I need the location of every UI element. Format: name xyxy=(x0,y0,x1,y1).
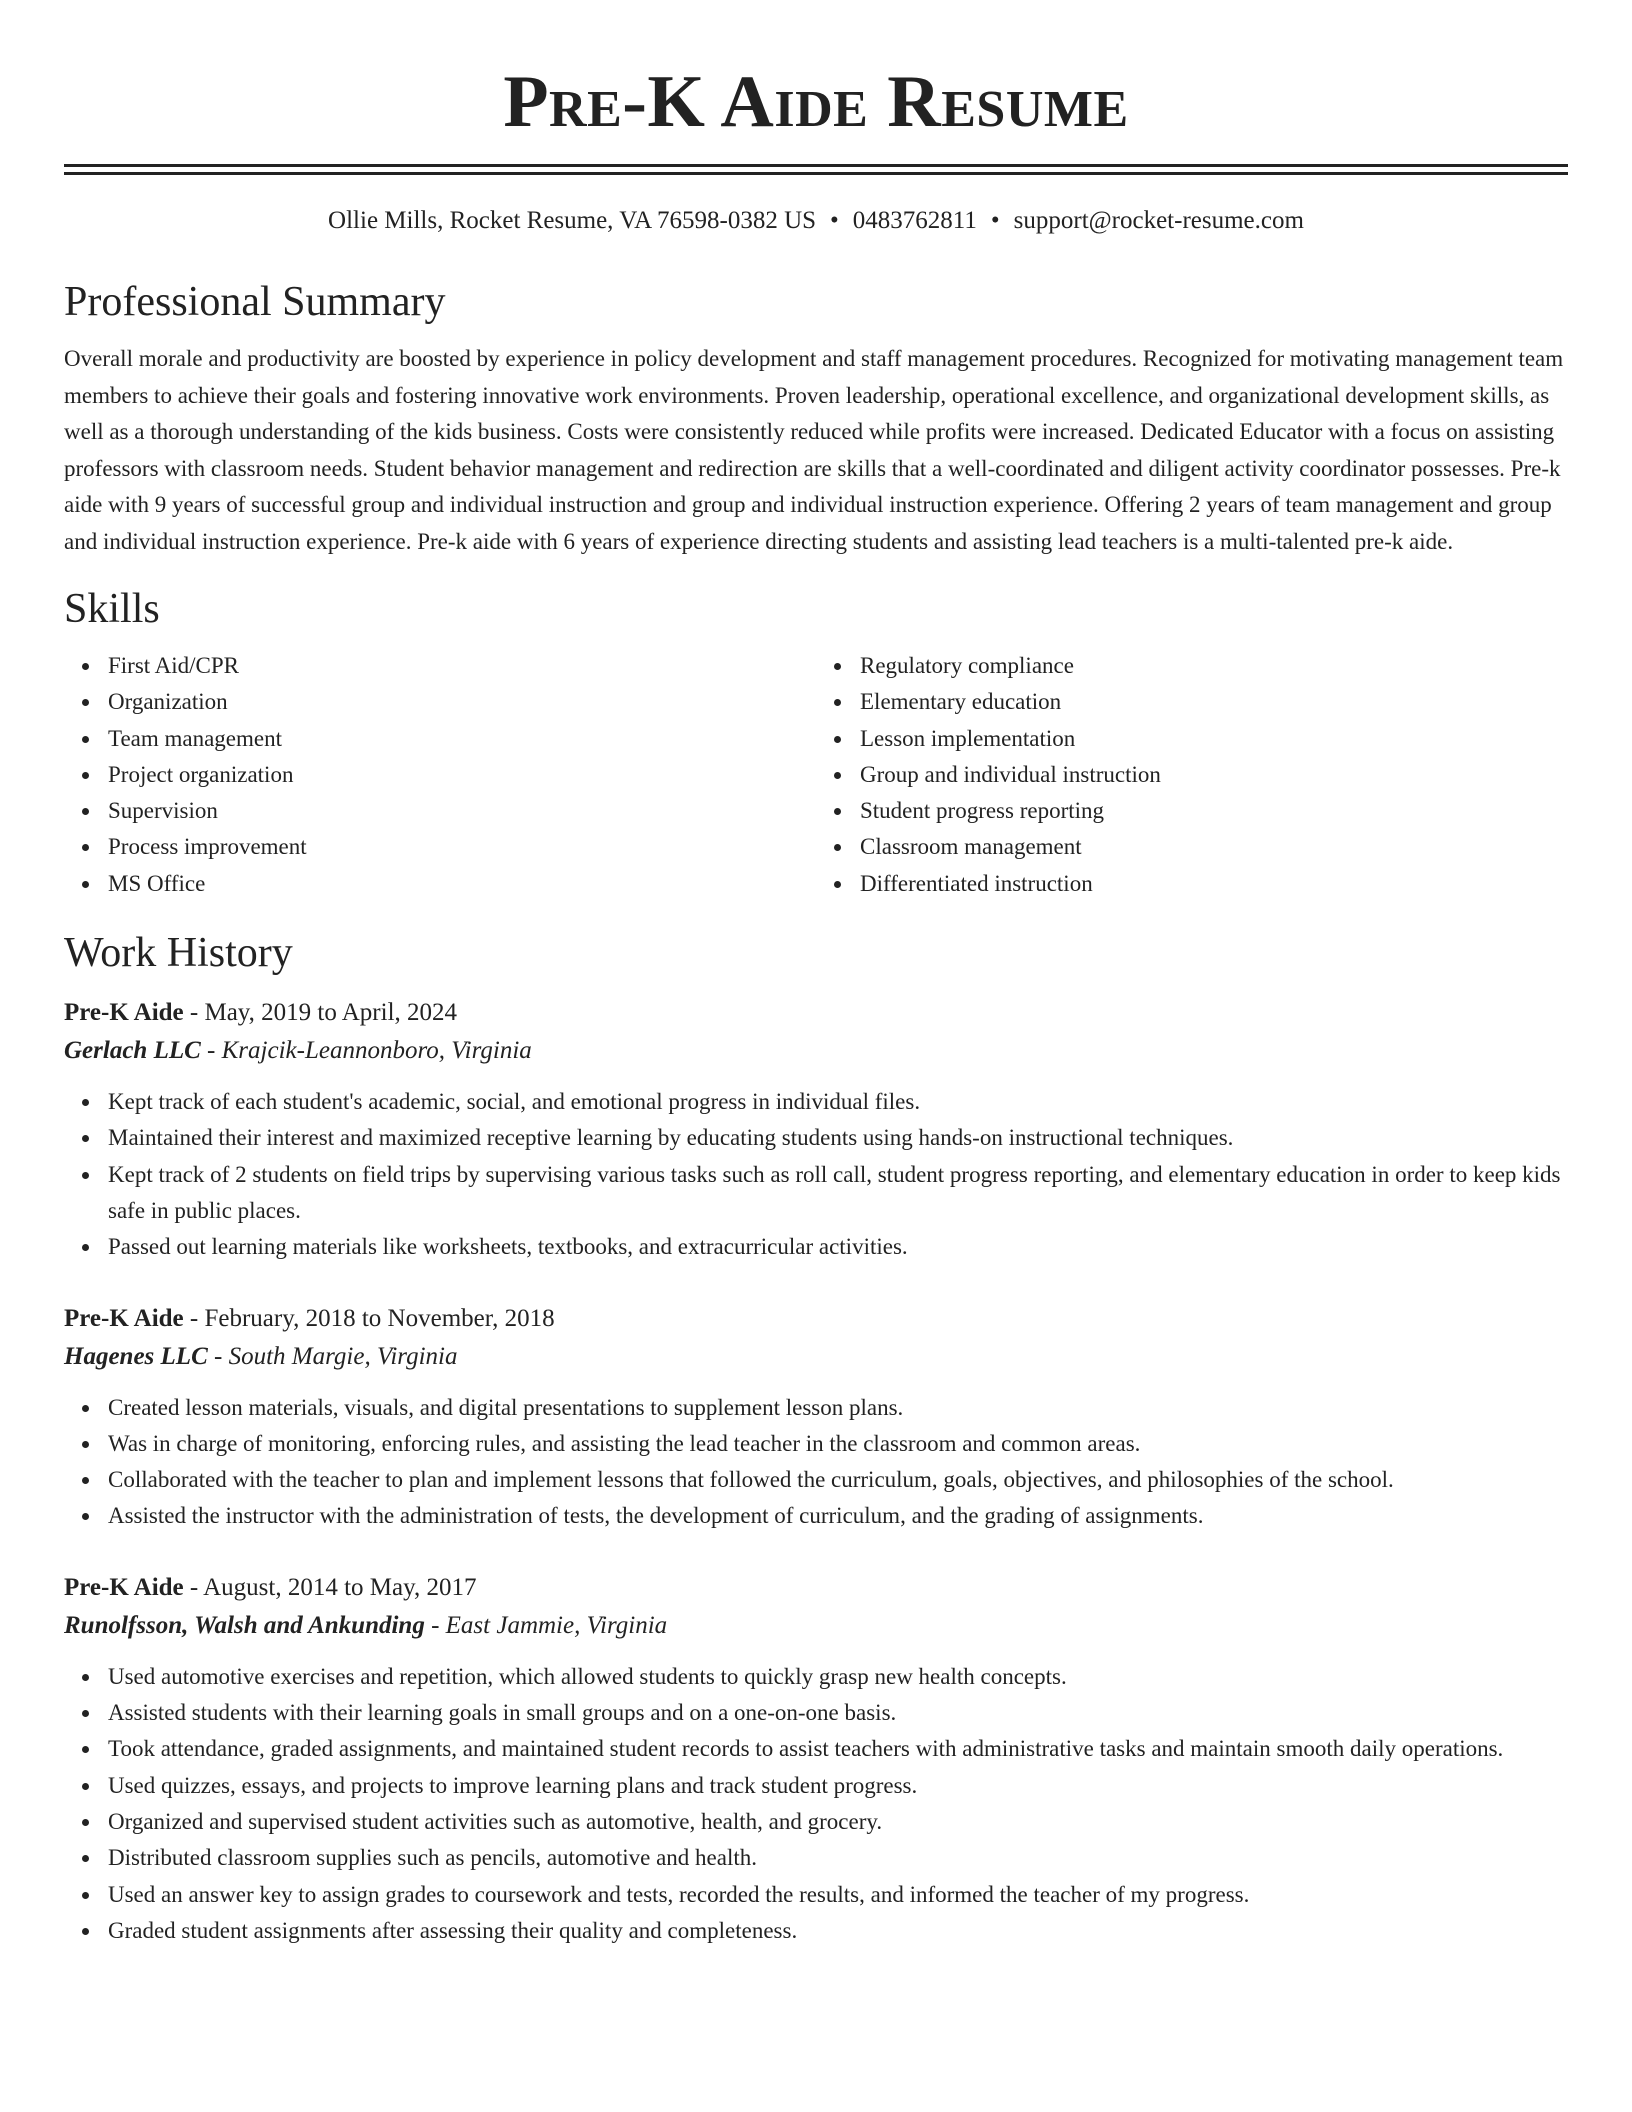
contact-info xyxy=(64,205,1568,237)
resume-title: Pre-K Aide Resume xyxy=(503,61,1129,143)
skill-item: Group and individual instruction xyxy=(860,757,1568,793)
job-duty: Passed out learning materials like worksheets, textbooks, and extracurricular activities. xyxy=(108,1229,1568,1265)
job-location: South Margie, Virginia xyxy=(228,1342,458,1370)
contact-phone: 0483762811 xyxy=(852,207,977,234)
skills-list xyxy=(64,648,1568,902)
job-title: Pre-K Aide xyxy=(64,1304,184,1332)
contact-separator: • xyxy=(830,207,839,234)
job-duty: Used automotive exercises and repetition, which allowed students to quickly grasp new health concepts. xyxy=(108,1659,1568,1695)
job-duty: Was in charge of monitoring, enforcing rules, and assisting the lead teacher in the classroom and common areas. xyxy=(108,1426,1568,1462)
job-duty: Assisted students with their learning goals in small groups and on a one-on-one basis. xyxy=(108,1695,1568,1731)
contact-separator: • xyxy=(990,207,1000,234)
job-duty: Kept track of 2 students on field trips by supervising various tasks such as roll call, student progress reporting, and elementary education in order to keep kids safe in public places. xyxy=(108,1157,1568,1230)
skill-item: Organization xyxy=(108,684,816,720)
job-title-line: Pre-K Aide - February, 2018 to November, 2018 xyxy=(64,1304,555,1332)
skill-item: Team management xyxy=(108,721,816,757)
job-duty: Kept track of each student's academic, social, and emotional progress in individual files. xyxy=(108,1084,1568,1120)
skills-column-left xyxy=(64,648,816,902)
job-title: Pre-K Aide xyxy=(64,1573,184,1601)
job-duty: Distributed classroom supplies such as pencils, automotive and health. xyxy=(108,1840,1568,1876)
skill-item: Differentiated instruction xyxy=(860,866,1568,902)
skill-item: MS Office xyxy=(108,866,816,902)
job-duty: Used quizzes, essays, and projects to improve learning plans and track student progress. xyxy=(108,1768,1568,1804)
job-entry xyxy=(64,1300,1568,1535)
job-duty: Graded student assignments after assessing their quality and completeness. xyxy=(108,1913,1568,1949)
job-title-line: Pre-K Aide - May, 2019 to April, 2024 xyxy=(64,999,458,1027)
skill-item: First Aid/CPR xyxy=(108,648,816,684)
job-company: Runolfsson, Walsh and Ankunding xyxy=(64,1611,425,1639)
job-dates: August, 2014 to May, 2017 xyxy=(203,1573,477,1601)
job-company: Gerlach LLC xyxy=(64,1037,201,1065)
skill-item: Elementary education xyxy=(860,684,1568,720)
job-company-line: Hagenes LLC - South Margie, Virginia xyxy=(64,1342,458,1370)
work-history-heading: Work History xyxy=(64,930,293,977)
job-company-line: Runolfsson, Walsh and Ankunding - East Jammie, Virginia xyxy=(64,1611,668,1639)
job-duties xyxy=(64,1084,1568,1265)
job-entry xyxy=(64,1569,1568,1949)
skill-item: Student progress reporting xyxy=(860,793,1568,829)
job-duties xyxy=(64,1390,1568,1535)
summary-heading: Professional Summary xyxy=(64,279,446,325)
job-dates: May, 2019 to April, 2024 xyxy=(204,999,458,1027)
job-location: East Jammie, Virginia xyxy=(445,1611,668,1639)
contact-email[interactable]: support@rocket-resume.com xyxy=(1013,207,1304,234)
skill-item: Classroom management xyxy=(860,829,1568,865)
job-duty: Organized and supervised student activities such as automotive, health, and grocery. xyxy=(108,1804,1568,1840)
job-duty: Took attendance, graded assignments, and maintained student records to assist teachers with administrative tasks and maintain smooth daily operations. xyxy=(108,1731,1568,1767)
skills-column-right xyxy=(816,648,1568,902)
skills-heading: Skills xyxy=(64,586,160,632)
job-duties xyxy=(64,1659,1568,1949)
skill-item: Regulatory compliance xyxy=(860,648,1568,684)
skill-item: Lesson implementation xyxy=(860,721,1568,757)
job-dates: February, 2018 to November, 2018 xyxy=(204,1304,555,1332)
job-title: Pre-K Aide xyxy=(64,999,184,1027)
contact-address: Ollie Mills, Rocket Resume, VA 76598-0382 US xyxy=(328,207,817,234)
job-company-line: Gerlach LLC - Krajcik-Leannonboro, Virginia xyxy=(64,1037,532,1065)
skill-item: Project organization xyxy=(108,757,816,793)
job-duty: Maintained their interest and maximized receptive learning by educating students using hands-on instructional techniques. xyxy=(108,1120,1568,1156)
skill-item: Process improvement xyxy=(108,829,816,865)
job-duty: Used an answer key to assign grades to coursework and tests, recorded the results, and informed the teacher of my progress. xyxy=(108,1877,1568,1913)
job-entry xyxy=(64,994,1568,1265)
job-duty: Collaborated with the teacher to plan and implement lessons that followed the curriculum, goals, objectives, and philosophies of the school. xyxy=(108,1462,1568,1498)
job-company: Hagenes LLC xyxy=(64,1342,208,1370)
skill-item: Supervision xyxy=(108,793,816,829)
title-divider xyxy=(64,164,1568,175)
job-title-line: Pre-K Aide - August, 2014 to May, 2017 xyxy=(64,1573,477,1601)
job-duty: Assisted the instructor with the administration of tests, the development of curriculum, and the grading of assignments. xyxy=(108,1498,1568,1534)
job-location: Krajcik-Leannonboro, Virginia xyxy=(221,1037,532,1065)
job-duty: Created lesson materials, visuals, and digital presentations to supplement lesson plans. xyxy=(108,1390,1568,1426)
summary-text: Overall morale and productivity are boosted by experience in policy development and staff management procedures. Recognized for motivating management team members to achieve their goals and fostering innovative work environments. Proven leadership, operational excellence, and organizational development skills, as well as a thorough understanding of the kids business. Costs were consistently reduced while profits were increased. Dedicated Educator with a focus on assisting professors with classroom needs. Student behavior management and redirection are skills that a well-coordinated and diligent activity coordinator possesses. Pre-k aide with 9 years of successful group and individual instruction and group and individual instruction experience. Offering 2 years of team management and group and individual instruction experience. Pre-k aide with 6 years of experience directing students and assisting lead teachers is a multi-talented pre-k aide. xyxy=(64,346,1564,554)
